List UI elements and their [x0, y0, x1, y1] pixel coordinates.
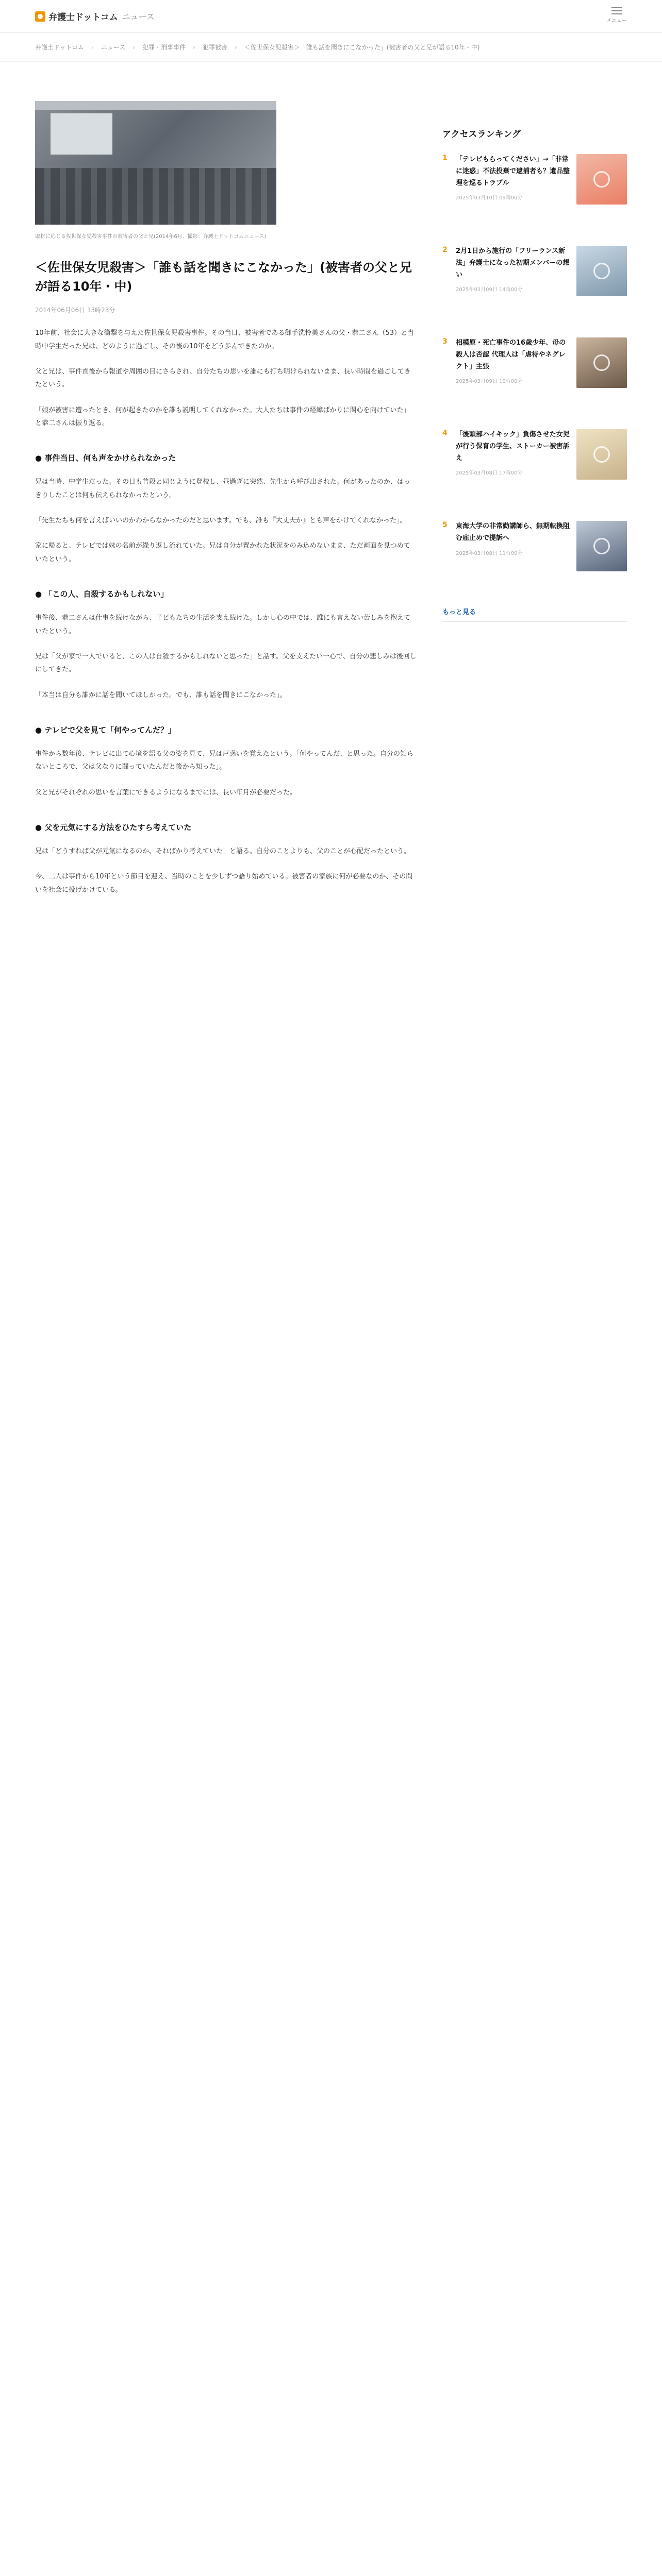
article-hero-image	[35, 101, 276, 225]
article-title: ＜佐世保女児殺害＞「誰も話を聞きにこなかった」(被害者の父と兄が語る10年・中)	[35, 260, 412, 294]
page-layout	[0, 62, 662, 896]
article-paragraph: 兄は「父が家で一人でいると、この人は自殺するかもしれないと思った」と話す。父を支えたい一心で、自分の悲しみは後回しにしてきた。	[35, 652, 417, 674]
ranking-thumbnail[interactable]	[576, 429, 627, 480]
sidebar	[442, 62, 627, 896]
ranking-item[interactable]	[442, 154, 627, 231]
article-paragraph: 家に帰ると、テレビでは妹の名前が繰り返し流れていた。兄は自分が置かれた状況をのみ込めないまま、ただ画面を見つめていたという。	[35, 542, 410, 563]
ranking-headline[interactable]: 「テレビもらってください」→「非常に迷惑」不法投棄で逮捕者も？遺品整理を巡るトラブル	[456, 156, 570, 187]
menu-button[interactable]	[606, 7, 627, 24]
ranking-date: 2025年03月09日 10時00分	[456, 379, 523, 385]
site-header	[0, 0, 662, 33]
ranking-number: 5	[442, 521, 448, 529]
ranking-number: 4	[442, 429, 448, 437]
article-date: 2014年06月06日 13時23分	[35, 307, 115, 314]
site-logo[interactable]	[35, 10, 155, 23]
ranking-item[interactable]	[442, 521, 627, 598]
section-heading-text: 事件当日、何も声をかけられなかった	[44, 453, 176, 463]
breadcrumb-current: ＜佐世保女児殺害＞「誰も話を聞きにこなかった」(被害者の父と兄が語る10年・中)	[244, 44, 480, 51]
section-heading-text: テレビで父を見て「何やってんだ？」	[44, 725, 176, 735]
breadcrumb-subcategory[interactable]: 犯罪被害	[202, 44, 227, 51]
ranking-item[interactable]	[442, 337, 627, 415]
ranking-title: アクセスランキング	[442, 129, 521, 140]
ranking-body	[456, 154, 571, 231]
article-paragraph: 「娘が被害に遭ったとき、何が起きたのかを誰も説明してくれなかった。大人たちは事件の経緯ばかりに関心を向けていた」と恭二さんは振り返る。	[35, 406, 410, 428]
breadcrumb-category[interactable]: 犯罪・刑事事件	[142, 44, 186, 51]
ranking-headline[interactable]: 「後頭部ハイキック」負傷させた女児が行う保育の学生、ストーカー被害訴え	[456, 431, 570, 462]
section-heading: ● 事件当日、何も声をかけられなかった	[35, 453, 176, 463]
logo-text: 弁護士ドットコム	[48, 12, 118, 23]
thumbnail-image-icon	[593, 446, 610, 463]
more-rankings-link[interactable]: もっと見る	[442, 608, 476, 616]
article-paragraph: 事件から数年後、テレビに出て心境を語る父の姿を見て、兄は戸惑いを覚えたという。「何やってんだ、と思った。自分の知らないところで、父は父なりに闘っていたんだと後から知った」。	[35, 750, 413, 771]
article-paragraph: 「本当は自分も誰かに話を聞いてほしかった。でも、誰も話を聞きにこなかった」。	[35, 691, 287, 699]
ranking-number: 2	[442, 246, 448, 254]
menu-label: メニュー	[606, 18, 627, 24]
ranking-date: 2025年03月08日 17時00分	[456, 470, 523, 477]
ranking-date: 2025年03月08日 11時00分	[456, 550, 523, 556]
ranking-date: 2025年03月09日 14時00分	[456, 287, 523, 293]
section-heading: ● 「この人、自殺するかもしれない」	[35, 589, 169, 599]
thumbnail-image-icon	[593, 538, 610, 554]
breadcrumb	[0, 33, 662, 62]
article-paragraph: 事件後、恭二さんは仕事を続けながら、子どもたちの生活を支え続けた。しかし心の中では、誰にも言えない苦しみを抱えていたという。	[35, 614, 411, 635]
logo-sub: ニュース	[122, 12, 155, 22]
image-caption: 取材に応じる佐世保女児殺害事件の被害者の父と兄(2014年6月、撮影：弁護士ドットコムニュース)	[35, 234, 267, 240]
breadcrumb-separator-icon: ›	[234, 43, 237, 51]
section-heading: ● 父を元気にする方法をひたすら考えていた	[35, 822, 192, 832]
ranking-body	[456, 246, 571, 323]
thumbnail-image-icon	[593, 171, 610, 188]
ranking-number: 1	[442, 154, 448, 162]
ranking-headline[interactable]: 2月1日から施行の「フリーランス新法」弁護士になった初期メンバーの想い	[456, 247, 570, 279]
article-main	[35, 62, 417, 896]
ranking-item[interactable]	[442, 429, 627, 506]
article-paragraph: 今、二人は事件から10年という節目を迎え、当時のことを少しずつ語り始めている。被害者の家族に何が必要なのか、その問いを社会に投げかけている。	[35, 873, 413, 894]
ranking-thumbnail[interactable]	[576, 337, 627, 388]
hero-audience	[35, 168, 276, 225]
ranking-date: 2025年03月10日 09時00分	[456, 195, 523, 201]
article-paragraph: 10年前、社会に大きな衝撃を与えた佐世保女児殺害事件。その当日、被害者である御手洗怜美さんの父・恭二さん（53）と当時中学生だった兄は、どのように過ごし、その後の10年をどう歩んできたのか。	[35, 329, 415, 350]
ranking-body	[456, 337, 571, 415]
sidebar-divider	[442, 621, 627, 622]
article-paragraph: 父と兄がそれぞれの思いを言葉にできるようになるまでには、長い年月が必要だった。	[35, 788, 297, 796]
section-heading-text: 父を元気にする方法をひたすら考えていた	[44, 822, 192, 832]
article-paragraph: 兄は当時、中学生だった。その日も普段と同じように登校し、昼過ぎに突然、先生から呼び出された。何があったのか、はっきりしたことは何も伝えられなかったという。	[35, 478, 410, 499]
section-heading-text: 「この人、自殺するかもしれない」	[44, 589, 169, 599]
breadcrumb-separator-icon: ›	[133, 43, 136, 51]
breadcrumb-home[interactable]: 弁護士ドットコム	[35, 44, 85, 51]
thumbnail-image-icon	[593, 354, 610, 371]
hamburger-icon	[611, 7, 622, 14]
article-paragraph: 父と兄は、事件直後から報道や周囲の目にさらされ、自分たちの思いを誰にも打ち明けられないまま、長い時間を過ごしてきたという。	[35, 368, 411, 389]
breadcrumb-separator-icon: ›	[193, 43, 195, 51]
ranking-headline[interactable]: 東海大学の非常勤講師ら、無期転換阻む雇止めで提訴へ	[456, 522, 570, 542]
ranking-thumbnail[interactable]	[576, 154, 627, 205]
thumbnail-image-icon	[593, 263, 610, 279]
ranking-item[interactable]	[442, 246, 627, 323]
hero-ceiling	[35, 101, 276, 110]
breadcrumb-separator-icon: ›	[91, 43, 94, 51]
ranking-thumbnail[interactable]	[576, 521, 627, 571]
ranking-body	[456, 429, 571, 506]
ranking-body	[456, 521, 571, 598]
hero-screen	[51, 113, 112, 155]
ranking-number: 3	[442, 337, 448, 346]
breadcrumb-news[interactable]: ニュース	[101, 44, 126, 51]
article-paragraph: 「先生たちも何を言えばいいのかわからなかったのだと思います。でも、誰も『大丈夫か』とも声をかけてくれなかった」。	[35, 517, 407, 525]
ranking-headline[interactable]: 相模原・死亡事件の16歳少年、母の殺人は否認 代理人は「虐待やネグレクト」主張	[456, 339, 566, 370]
article-paragraph: 兄は「どうすれば父が元気になるのか、そればかり考えていた」と語る。自分のことよりも、父のことが心配だったという。	[35, 847, 411, 855]
logo-mark-icon	[35, 11, 45, 22]
ranking-thumbnail[interactable]	[576, 246, 627, 296]
section-heading: ● テレビで父を見て「何やってんだ？」	[35, 725, 176, 735]
